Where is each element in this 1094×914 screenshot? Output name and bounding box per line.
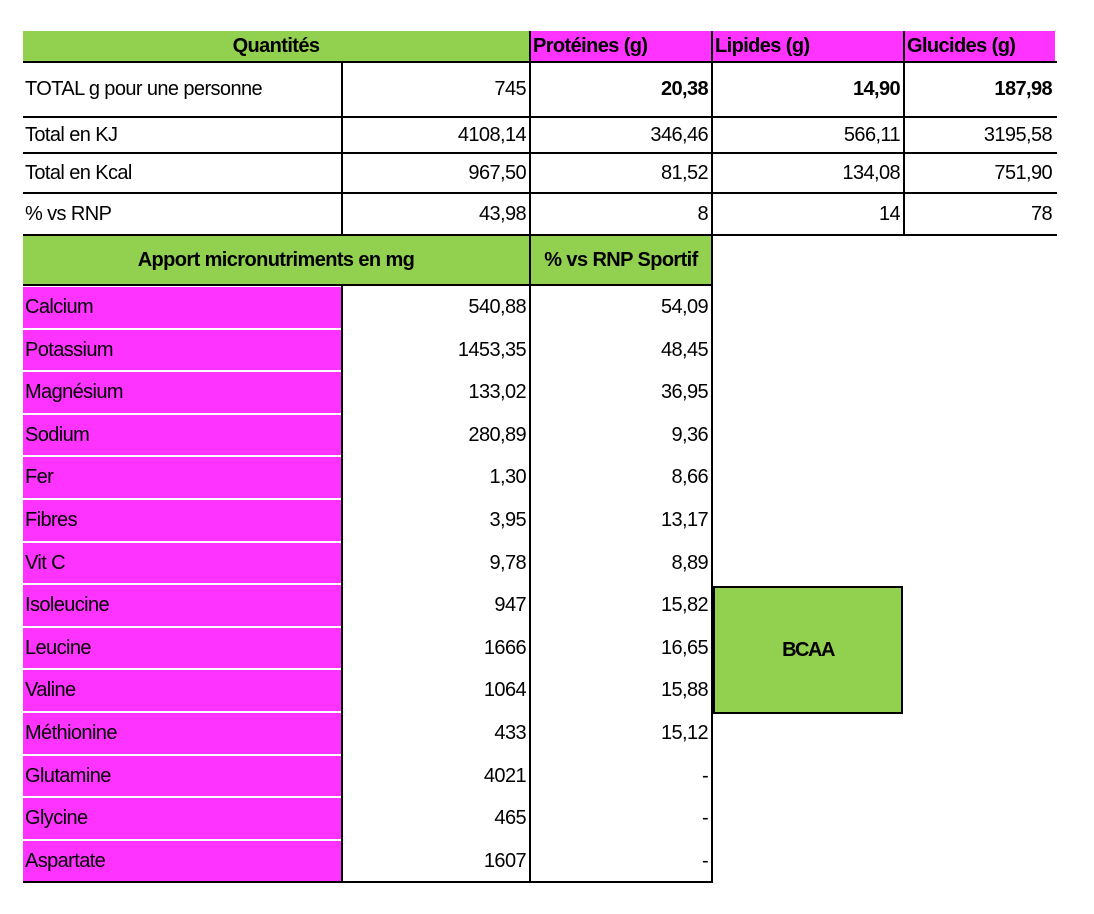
nutrient-mg-value: 133,02 xyxy=(468,381,526,403)
grid-line xyxy=(711,286,713,882)
grid-line xyxy=(711,236,713,286)
nutrient-pct-value: 9,36 xyxy=(671,423,708,446)
grid-line xyxy=(529,286,531,882)
grid-line xyxy=(529,31,531,234)
grid-line xyxy=(341,286,343,882)
nutrient-pct-value: 13,17 xyxy=(660,509,708,531)
row-label-total-g: TOTAL g pour une personne xyxy=(25,77,263,100)
header-pct-rnp-sportif: % vs RNP Sportif xyxy=(531,236,711,284)
nutrient-pct-value: 15,88 xyxy=(660,679,708,701)
nutrient-mg-value: 540,88 xyxy=(468,296,526,318)
nutrient-mg-value: 1,30 xyxy=(489,466,526,488)
nutrient-mg-value: 947 xyxy=(494,594,526,616)
value-glucides: 78 xyxy=(1030,202,1052,225)
nutrient-mg-value: 3,95 xyxy=(489,509,526,531)
header-quantites: Quantités xyxy=(23,31,529,61)
grid-line xyxy=(23,192,1057,194)
value-lipides: 566,11 xyxy=(843,123,900,146)
value-proteines: 20,38 xyxy=(660,77,708,100)
header-glucides: Glucides (g) xyxy=(905,31,1055,61)
nutrient-pct-value: 16,65 xyxy=(660,636,708,659)
value-proteines: 81,52 xyxy=(660,161,708,184)
grid-line xyxy=(23,61,1057,63)
nutrient-pct-value: - xyxy=(701,764,708,787)
nutrient-mg-value: 280,89 xyxy=(468,423,526,446)
nutrient-name: Valine xyxy=(23,670,341,711)
bcaa-label: BCAA xyxy=(713,586,903,714)
nutrient-mg-value: 1666 xyxy=(483,636,526,659)
nutrient-mg-value: 4021 xyxy=(483,764,526,787)
grid-line xyxy=(23,234,1057,236)
value-lipides: 134,08 xyxy=(842,161,900,184)
nutrient-mg-value: 1607 xyxy=(483,849,526,872)
nutrient-pct-value: - xyxy=(701,849,708,872)
nutrient-mg-value: 465 xyxy=(494,807,526,829)
nutrient-pct-value: 8,89 xyxy=(671,551,708,574)
nutrient-name: Glycine xyxy=(23,798,341,839)
nutrient-mg-value: 433 xyxy=(494,722,526,744)
nutrient-name: Calcium xyxy=(23,287,341,328)
nutrient-pct-value: 15,82 xyxy=(660,594,708,616)
grid-line xyxy=(23,881,713,883)
nutrient-name: Fer xyxy=(23,457,341,498)
nutrient-name: Glutamine xyxy=(23,756,341,796)
grid-line xyxy=(23,152,1057,154)
value-glucides: 187,98 xyxy=(994,77,1052,100)
header-lipides: Lipides (g) xyxy=(713,31,903,61)
nutrient-pct-value: 48,45 xyxy=(660,338,708,361)
grid-line xyxy=(529,236,531,286)
nutrient-name: Isoleucine xyxy=(23,585,341,626)
nutrient-mg-value: 1064 xyxy=(483,679,526,701)
value-proteines: 346,46 xyxy=(650,123,708,146)
header-proteines: Protéines (g) xyxy=(531,31,711,61)
nutrient-pct-value: 8,66 xyxy=(671,466,708,488)
nutrient-name: Fibres xyxy=(23,500,341,541)
grid-line xyxy=(711,31,713,234)
nutrient-name: Vit C xyxy=(23,543,341,583)
value-glucides: 3195,58 xyxy=(983,123,1052,146)
nutrient-mg-value: 1453,35 xyxy=(457,338,526,361)
value-qty: 967,50 xyxy=(468,161,526,184)
value-qty: 43,98 xyxy=(478,202,526,225)
row-label-total-kj: Total en KJ xyxy=(25,123,118,146)
nutrient-pct-value: 15,12 xyxy=(660,722,708,744)
value-qty: 4108,14 xyxy=(457,123,526,146)
grid-line xyxy=(341,61,343,234)
value-qty: 745 xyxy=(494,77,526,100)
value-lipides: 14,90 xyxy=(852,77,900,100)
grid-line xyxy=(23,116,1057,118)
grid-line xyxy=(23,284,713,286)
nutrient-mg-value: 9,78 xyxy=(489,551,526,574)
value-lipides: 14 xyxy=(878,202,900,225)
nutrient-name: Méthionine xyxy=(23,713,341,754)
header-apport-micronutriments: Apport micronutriments en mg xyxy=(23,236,529,284)
nutrient-name: Sodium xyxy=(23,415,341,455)
nutrient-name: Leucine xyxy=(23,628,341,668)
value-proteines: 8 xyxy=(697,202,708,225)
row-label-pct-rnp: % vs RNP xyxy=(25,202,112,225)
row-label-total-kcal: Total en Kcal xyxy=(25,161,132,184)
nutrient-pct-value: 36,95 xyxy=(660,381,708,403)
nutrient-pct-value: 54,09 xyxy=(660,296,708,318)
grid-line xyxy=(903,31,905,234)
nutrient-name: Aspartate xyxy=(23,841,341,881)
nutrient-name: Potassium xyxy=(23,330,341,370)
value-glucides: 751,90 xyxy=(994,161,1052,184)
nutrient-pct-value: - xyxy=(701,807,708,829)
nutrient-name: Magnésium xyxy=(23,372,341,413)
